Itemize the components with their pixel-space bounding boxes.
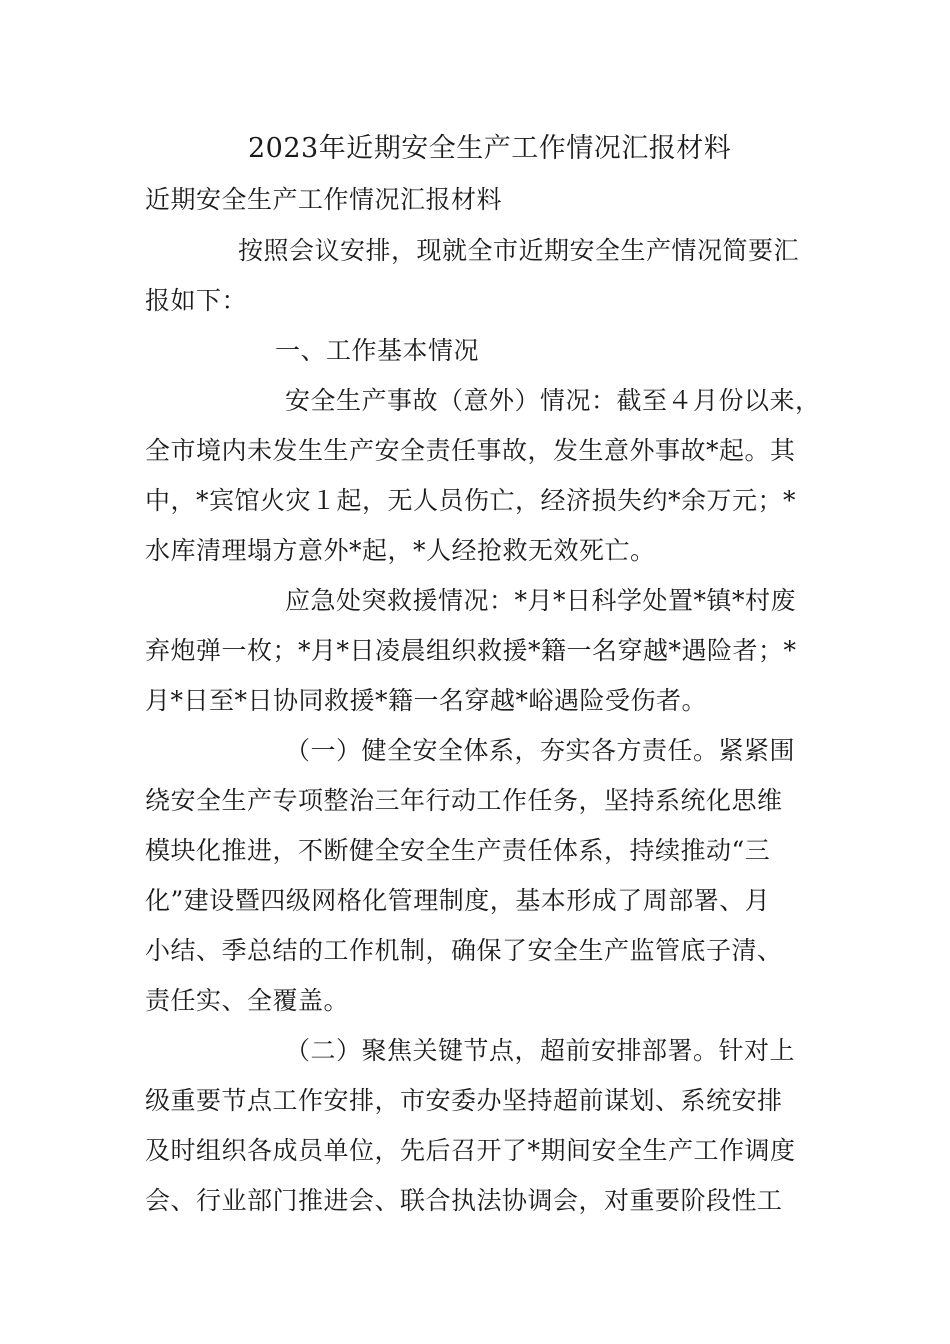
paragraph-line: 全市境内未发生生产安全责任事故，发生意外事故*起。其	[145, 436, 796, 465]
paragraph-line: 会、行业部门推进会、联合执法协调会，对重要阶段性工	[145, 1186, 783, 1215]
paragraph-line: 水库清理塌方意外*起，*人经抢救无效死亡。	[145, 536, 656, 565]
paragraph-line: 按照会议安排，现就全市近期安全生产情况简要汇	[238, 236, 800, 265]
paragraph-line: 安全生产事故（意外）情况：截至４月份以来，	[285, 386, 821, 415]
document-subtitle: 近期安全生产工作情况汇报材料	[145, 185, 503, 214]
paragraph-line: 应急处突救援情况：*月*日科学处置*镇*村废	[285, 586, 797, 615]
paragraph-line: 化”建设暨四级网格化管理制度，基本形成了周部署、月	[145, 886, 771, 915]
paragraph-line: 绕安全生产专项整治三年行动工作任务，坚持系统化思维	[145, 786, 783, 815]
paragraph-line: 小结、季总结的工作机制，确保了安全生产监管底子清、	[145, 936, 783, 965]
paragraph-line: 中，*宾馆火灾１起，无人员伤亡，经济损失约*余万元；*	[145, 486, 797, 515]
paragraph-line: 月*日至*日协同救援*籍一名穿越*峪遇险受伤者。	[145, 686, 708, 715]
paragraph-line: 模块化推进，不断健全安全生产责任体系，持续推动“三	[145, 836, 771, 865]
paragraph-line: 责任实、全覆盖。	[145, 986, 350, 1015]
section-heading: 一、工作基本情况	[275, 336, 480, 365]
paragraph-line: 报如下：	[145, 286, 248, 315]
document-title: 2023年近期安全生产工作情况汇报材料	[248, 133, 732, 164]
subsection-line: （二）聚焦关键节点，超前安排部署。针对上	[285, 1036, 796, 1065]
paragraph-line: 及时组织各成员单位，先后召开了*期间安全生产工作调度	[145, 1136, 796, 1165]
paragraph-line: 弃炮弹一枚；*月*日凌晨组织救援*籍一名穿越*遇险者；*	[145, 636, 797, 665]
subsection-line: （一）健全安全体系，夯实各方责任。紧紧围	[285, 736, 796, 765]
paragraph-line: 级重要节点工作安排，市安委办坚持超前谋划、系统安排	[145, 1086, 783, 1115]
